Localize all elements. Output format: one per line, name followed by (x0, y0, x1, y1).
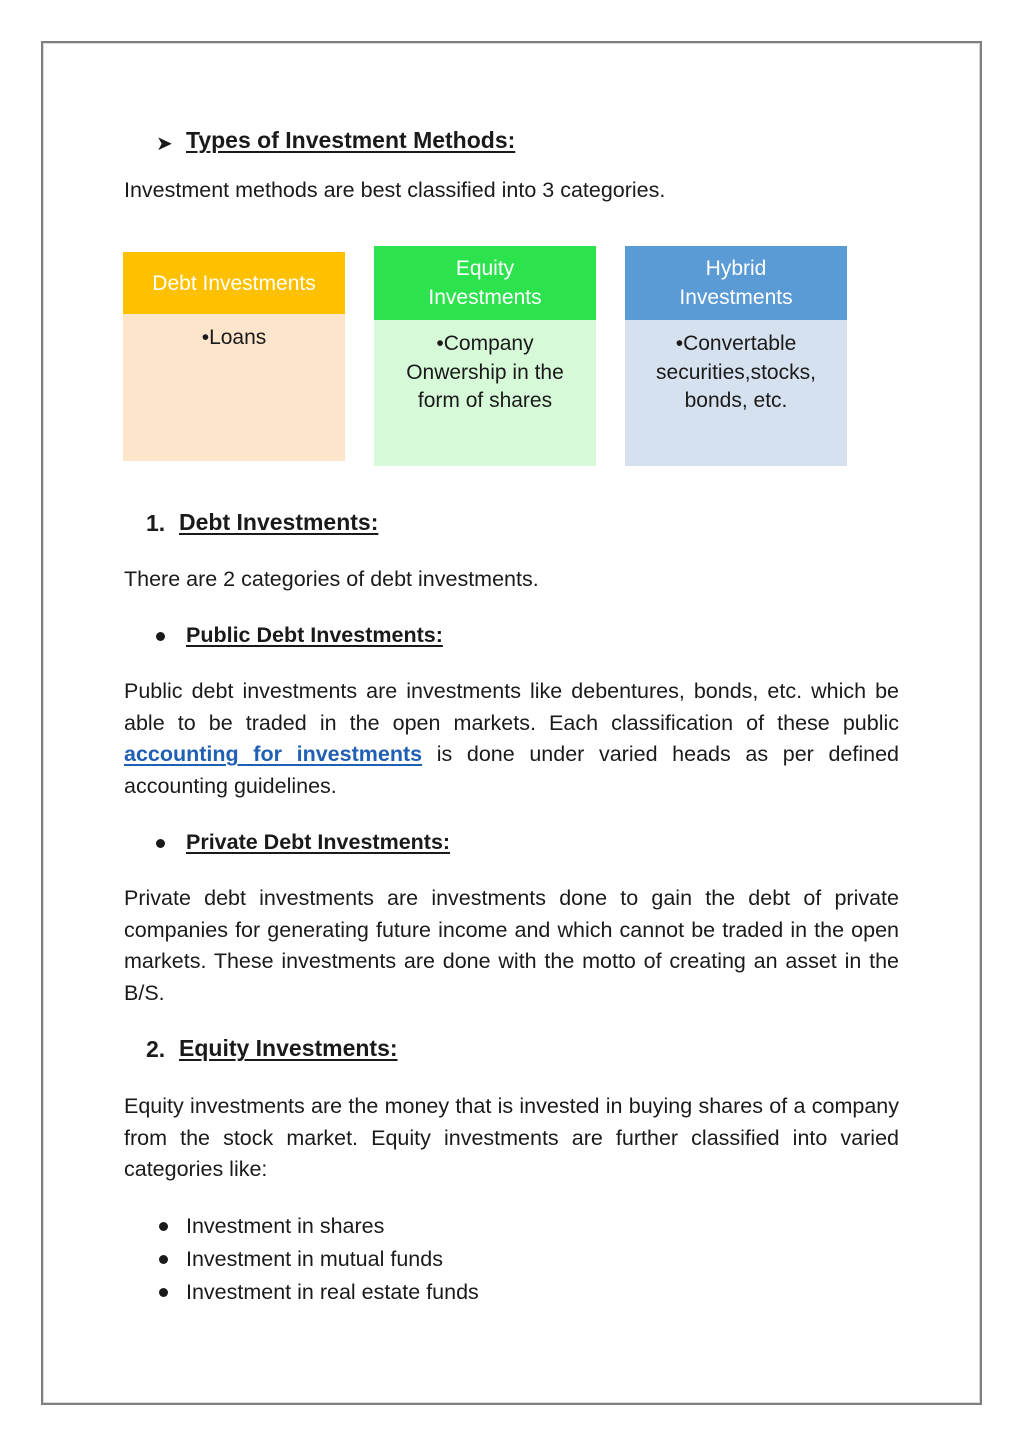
card-debt-item: •Loans (201, 326, 267, 349)
card-hybrid-body (625, 320, 847, 466)
bullet-icon (159, 1222, 168, 1231)
card-hybrid-header (625, 246, 847, 320)
public-debt-text: Public debt investments are investments like debentures, bonds, etc. which be able to be traded in the open markets. Each classification of these public accounting for investments is done under varied heads as per defined accounting guidelines. (124, 679, 899, 798)
private-bullet-icon (156, 839, 165, 848)
public-bullet-icon (156, 632, 165, 641)
card-equity-body (374, 320, 596, 466)
debt-heading: Debt Investments: (179, 509, 379, 535)
equity-number: 2. (146, 1036, 166, 1062)
intro-text: Investment methods are best classified into 3 categories. (124, 178, 666, 202)
arrow-bullet-icon: ➤ (156, 133, 173, 155)
bullet-icon (159, 1288, 168, 1297)
equity-heading: Equity Investments: (179, 1035, 398, 1061)
list-item: Investment in shares (186, 1211, 384, 1241)
list-item: Investment in mutual funds (186, 1244, 443, 1274)
card-debt-title: Debt Investments (152, 271, 316, 295)
list-item: Investment in real estate funds (186, 1277, 479, 1307)
card-equity-item: •Company Onwership in the form of shares (406, 332, 564, 412)
debt-number: 1. (146, 510, 166, 536)
card-debt-header (123, 252, 345, 314)
bullet-icon (159, 1255, 168, 1264)
equity-text: Equity investments are the money that is invested in buying shares of a company from the stock market. Equity investments are further classified into varied categories like: (124, 1094, 899, 1181)
private-debt-text: Private debt investments are investments done to gain the debt of private companies for generating future income and which cannot be traded in the open markets. These investments are done with the motto of creating an asset in the B/S. (124, 886, 899, 1005)
card-equity-title: Equity Investments (428, 257, 542, 309)
card-hybrid-item: •Convertable securities,stocks, bonds, etc. (656, 332, 816, 412)
card-debt-body (123, 314, 345, 461)
card-equity-header (374, 246, 596, 320)
card-hybrid-title: Hybrid Investments (679, 257, 793, 309)
accounting-for-investments-link[interactable]: accounting for investments (124, 742, 423, 766)
section-title: Types of Investment Methods: (186, 127, 516, 153)
public-debt-heading: Public Debt Investments: (186, 623, 443, 647)
debt-intro: There are 2 categories of debt investments. (124, 567, 539, 591)
private-debt-heading: Private Debt Investments: (186, 830, 451, 854)
